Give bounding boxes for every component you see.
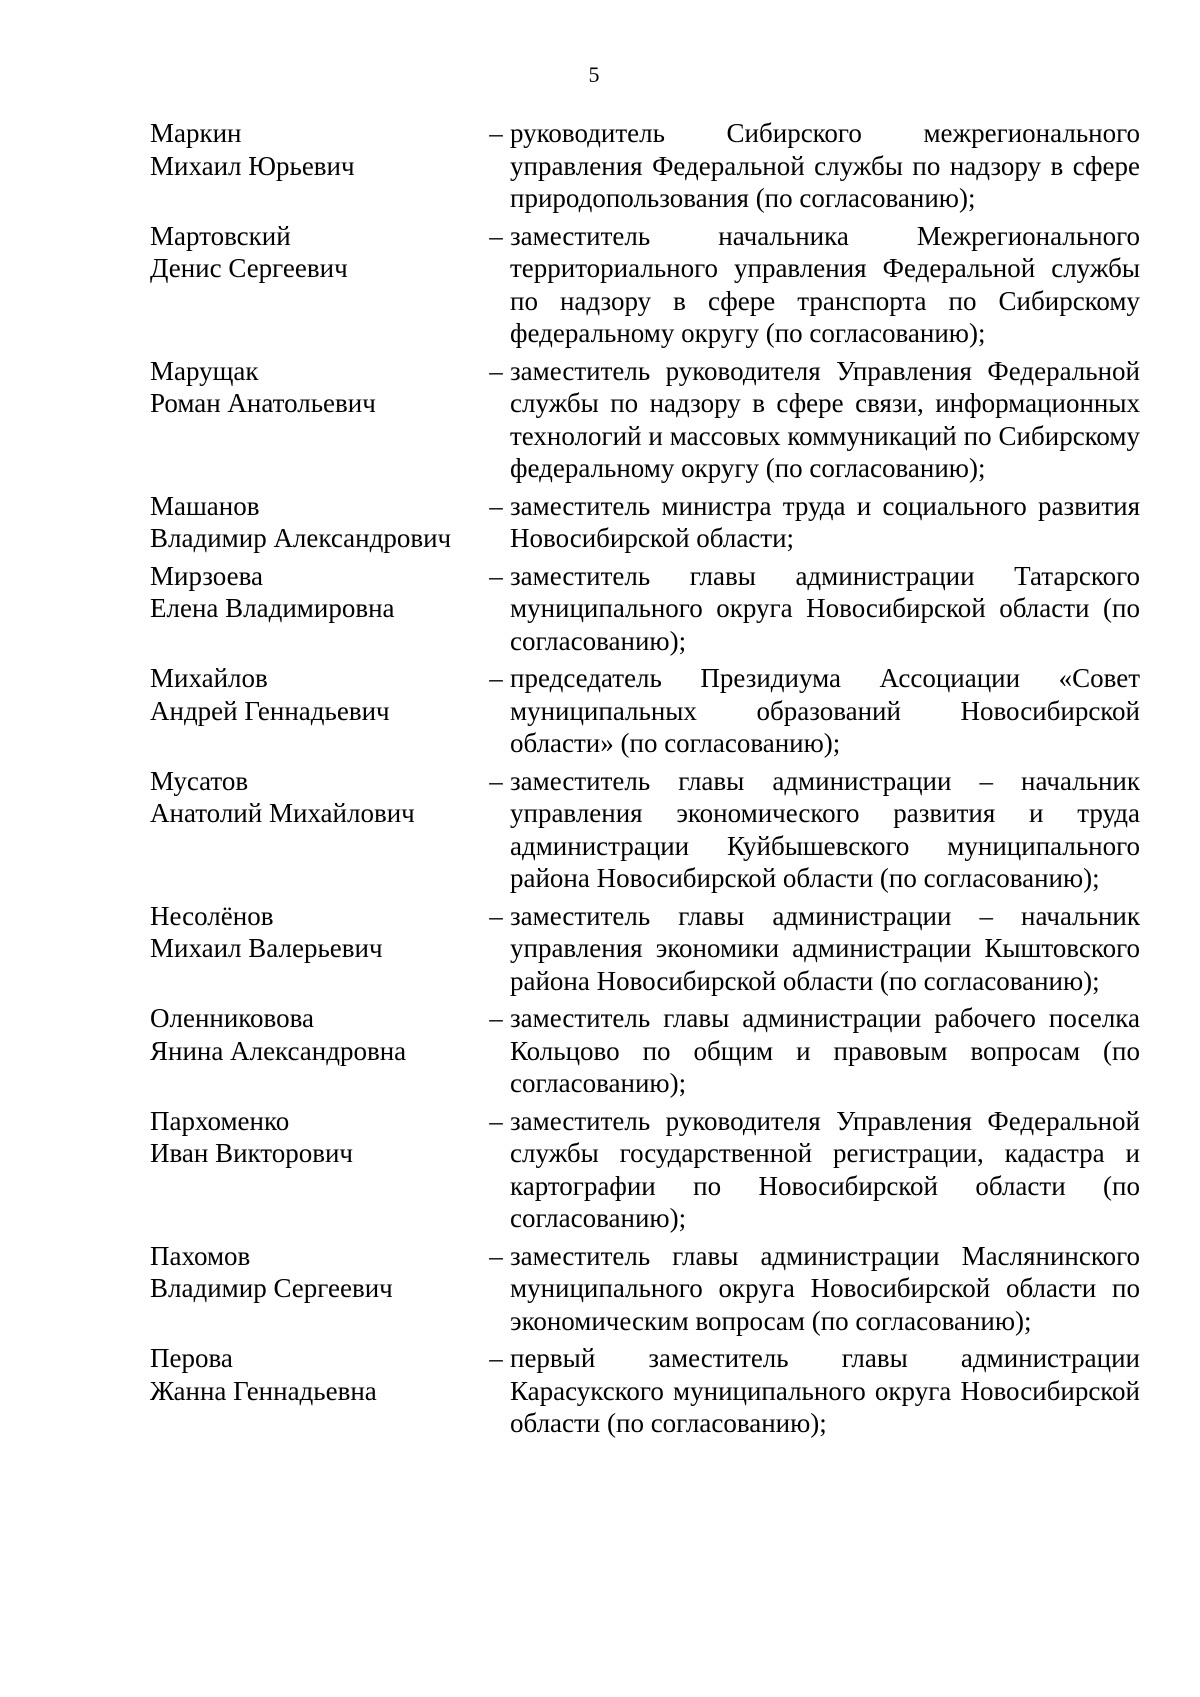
- given-names: Иван Викторович: [150, 1138, 354, 1168]
- given-names: Елена Владимировна: [150, 593, 395, 623]
- surname: Несолёнов: [150, 900, 274, 931]
- position-description: руководитель Сибирского межрегионального управления Федеральной службы по надзору в сфере природопользования (по согласованию);: [510, 118, 1140, 213]
- surname: Пархоменко: [150, 1105, 290, 1136]
- list-item: [150, 1105, 1140, 1235]
- dash-separator: –: [489, 355, 503, 386]
- list-item: [150, 1240, 1140, 1338]
- dash-separator: –: [489, 765, 503, 796]
- list-item: [150, 1342, 1140, 1440]
- dash-separator: –: [489, 1003, 503, 1033]
- list-item: [150, 900, 1140, 998]
- dash-separator: –: [489, 1105, 503, 1136]
- position-description: заместитель руководителя Управления Федеральной службы по надзору в сфере связи, информационных технологий и массовых коммуникаций по Сибирскому федеральному округу (по согласованию);: [510, 355, 1140, 483]
- list-item: [150, 1002, 1140, 1100]
- dash-separator: –: [489, 663, 503, 693]
- surname: Марущак: [150, 355, 259, 386]
- surname: Оленниковова: [150, 1003, 314, 1033]
- dash-separator: –: [489, 560, 503, 591]
- given-names: Роман Анатольевич: [150, 388, 376, 418]
- surname: Перова: [150, 1343, 233, 1373]
- person-name: [150, 900, 482, 998]
- surname: Пахомов: [150, 1240, 251, 1271]
- position-description: заместитель главы администрации Татарского муниципального округа Новосибирской области (по согласованию);: [510, 560, 1140, 656]
- given-names: Владимир Сергеевич: [150, 1273, 393, 1303]
- dash-separator: –: [489, 1240, 503, 1271]
- person-name: [150, 1342, 482, 1440]
- surname: Мирзоева: [150, 560, 263, 591]
- list-item: [150, 220, 1140, 350]
- given-names: Янина Александровна: [150, 1035, 407, 1066]
- position-description: заместитель министра труда и социального развития Новосибирской области;: [510, 490, 1140, 553]
- dash-separator: –: [489, 220, 503, 251]
- position-description: заместитель главы администрации Маслянинского муниципального округа Новосибирской области по экономическим вопросам (по согласованию);: [510, 1240, 1140, 1336]
- list-item: [150, 117, 1140, 215]
- dash-separator: –: [489, 900, 503, 931]
- person-name: [150, 220, 482, 350]
- list-item: [150, 490, 1140, 555]
- position-description: заместитель начальника Межрегионального территориального управления Федеральной службы по надзору в сфере транспорта по Сибирскому федеральному округу (по согласованию);: [510, 220, 1140, 348]
- position-description: заместитель главы администрации – начальник управления экономического развития и труда администрации Куйбышевского муниципального района Новосибирской области (по согласованию);: [510, 765, 1140, 893]
- person-name: [150, 1105, 482, 1235]
- surname: Маркин: [150, 118, 242, 148]
- given-names: Михаил Юрьевич: [150, 150, 355, 181]
- person-name: [150, 355, 482, 485]
- page-number: 5: [588, 62, 600, 87]
- list-item: [150, 765, 1140, 895]
- person-name: [150, 765, 482, 895]
- list-item: [150, 560, 1140, 658]
- surname: Машанов: [150, 490, 260, 521]
- person-name: [150, 490, 482, 555]
- list-item: [150, 355, 1140, 485]
- member-list: [150, 117, 1140, 1445]
- list-item: [150, 662, 1140, 760]
- position-description: первый заместитель главы администрации Карасукского муниципального округа Новосибирской области (по согласованию);: [510, 1343, 1140, 1438]
- person-name: [150, 662, 482, 760]
- given-names: Андрей Геннадьевич: [150, 695, 390, 726]
- given-names: Владимир Александрович: [150, 523, 452, 553]
- person-name: [150, 1002, 482, 1100]
- person-name: [150, 560, 482, 658]
- given-names: Михаил Валерьевич: [150, 933, 383, 963]
- person-name: [150, 1240, 482, 1338]
- dash-separator: –: [489, 1343, 503, 1373]
- position-description: заместитель главы администрации рабочего поселка Кольцово по общим и правовым вопросам (по согласованию);: [510, 1003, 1140, 1098]
- dash-separator: –: [489, 118, 503, 148]
- given-names: Анатолий Михайлович: [150, 798, 415, 828]
- position-description: заместитель руководителя Управления Федеральной службы государственной регистрации, кадастра и картографии по Новосибирской области (по согласованию);: [510, 1105, 1140, 1233]
- given-names: Жанна Геннадьевна: [150, 1375, 377, 1406]
- given-names: Денис Сергеевич: [150, 253, 348, 283]
- dash-separator: –: [489, 490, 503, 521]
- surname: Мартовский: [150, 220, 291, 251]
- position-description: заместитель главы администрации – начальник управления экономики администрации Кыштовского района Новосибирской области (по согласованию);: [510, 900, 1140, 996]
- surname: Мусатов: [150, 765, 249, 796]
- position-description: председатель Президиума Ассоциации «Совет муниципальных образований Новосибирской области» (по согласованию);: [510, 663, 1140, 758]
- surname: Михайлов: [150, 663, 268, 693]
- person-name: [150, 117, 482, 215]
